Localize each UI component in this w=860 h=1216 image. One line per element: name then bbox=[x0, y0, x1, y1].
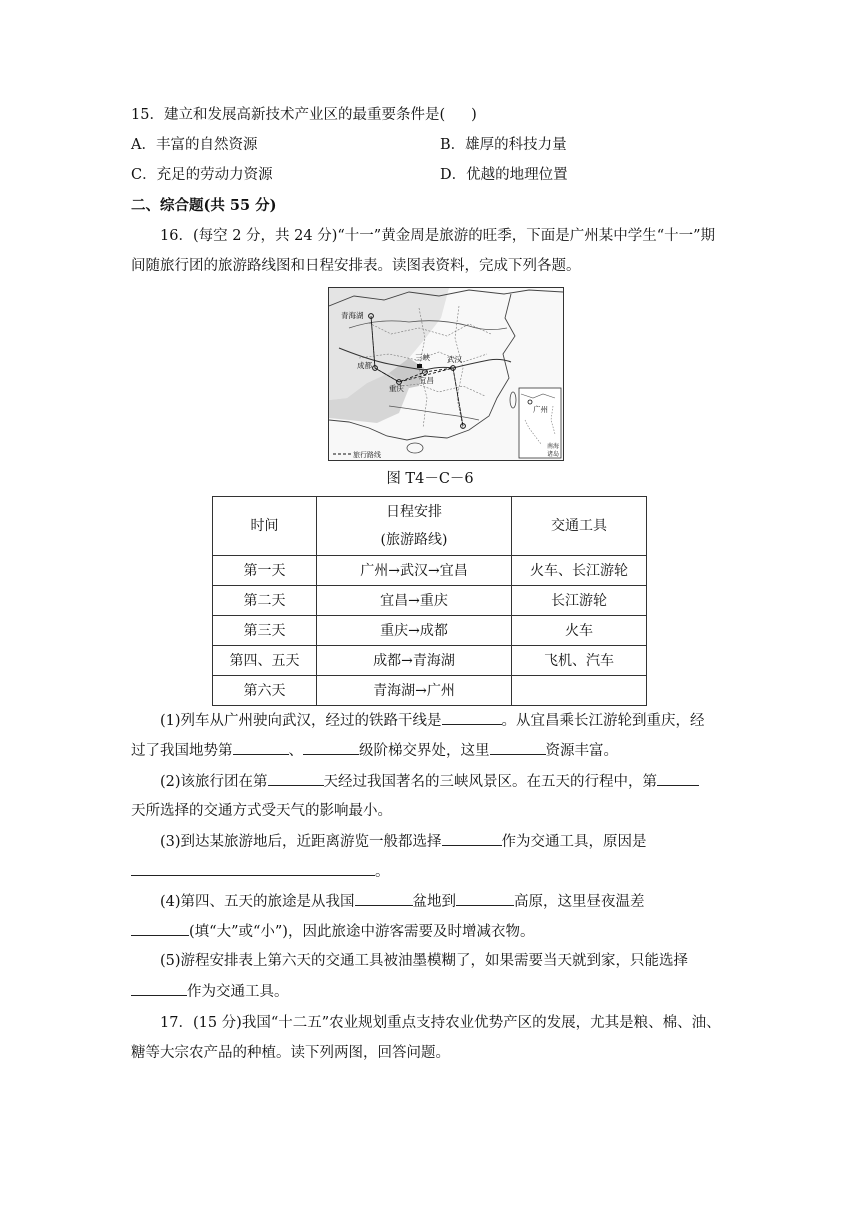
map-inset-guangzhou: 广州 bbox=[533, 405, 548, 414]
cell-route: 青海湖→广州 bbox=[317, 676, 512, 706]
map-inset-nanhai: 南海 bbox=[547, 443, 560, 450]
q16-intro-line1: 16．(每空 2 分，共 24 分)“十一”黄金周是旅游的旺季，下面是广州某中学生“十一”期 bbox=[160, 228, 716, 244]
q16-part1-text-d: 、 bbox=[288, 743, 303, 759]
q16-part3-text-a: (3)到达某旅游地后，近距离游览一般都选择 bbox=[160, 834, 442, 850]
table-row bbox=[213, 586, 647, 616]
table-header-row bbox=[213, 497, 647, 556]
cell-day: 第三天 bbox=[213, 616, 317, 646]
answer-blank[interactable] bbox=[490, 740, 546, 755]
q15-option-c: C．充足的劳动力资源 bbox=[131, 167, 273, 183]
answer-blank[interactable] bbox=[657, 771, 699, 786]
q16-part4-line2 bbox=[131, 921, 534, 942]
q17-line2: 糖等大宗农产品的种植。读下列两图，回答问题。 bbox=[131, 1045, 450, 1061]
map-label-wuhan: 武汉 bbox=[447, 355, 462, 364]
figure-caption: 图 T4－C－6 bbox=[386, 471, 474, 487]
q16-part4-text-a: (4)第四、五天的旅途是从我国 bbox=[160, 894, 355, 910]
answer-blank[interactable] bbox=[355, 891, 413, 906]
cell-transport: 飞机、汽车 bbox=[512, 646, 647, 676]
map-label-yichang: 宜昌 bbox=[419, 376, 434, 385]
q16-part4-text-b: 盆地到 bbox=[412, 894, 457, 910]
schedule-table bbox=[212, 496, 647, 706]
answer-blank[interactable] bbox=[303, 740, 359, 755]
q15-option-a: A．丰富的自然资源 bbox=[131, 137, 258, 153]
q16-part3-line2 bbox=[131, 861, 390, 882]
answer-blank[interactable] bbox=[131, 861, 375, 876]
q16-part3-text-b: 作为交通工具，原因是 bbox=[501, 834, 647, 850]
q16-part2-line1 bbox=[160, 771, 699, 792]
q16-part1-text-c: 过了我国地势第 bbox=[131, 743, 233, 759]
q15-stem bbox=[131, 105, 477, 125]
q16-part1-text-a: (1)列车从广州驶向武汉，经过的铁路干线是 bbox=[160, 713, 442, 729]
cell-transport bbox=[512, 676, 647, 706]
map-label-chongqing: 重庆 bbox=[389, 384, 404, 393]
cell-route: 成都→青海湖 bbox=[317, 646, 512, 676]
q16-part2-text-a: (2)该旅行团在第 bbox=[160, 774, 268, 790]
answer-blank[interactable] bbox=[456, 891, 514, 906]
q15-stem-text: 15．建立和发展高新技术产业区的最重要条件是( bbox=[131, 107, 446, 123]
map-label-chengdu: 成都 bbox=[357, 361, 372, 370]
q15-option-b: B．雄厚的科技力量 bbox=[440, 137, 567, 153]
cell-transport: 长江游轮 bbox=[512, 586, 647, 616]
q16-part5-line2 bbox=[131, 981, 289, 1002]
q16-part5-line1: (5)游程安排表上第六天的交通工具被油墨模糊了，如果需要当天就到家，只能选择 bbox=[160, 953, 689, 969]
q16-intro-line2: 间随旅行团的旅游路线图和日程安排表。读图表资料，完成下列各题。 bbox=[131, 258, 581, 274]
cell-transport: 火车、长江游轮 bbox=[512, 556, 647, 586]
map-inset-zhudao: 诸岛 bbox=[547, 451, 560, 458]
answer-blank[interactable] bbox=[268, 771, 324, 786]
q16-part2-text-b: 天经过我国著名的三峡风景区。在五天的行程中，第 bbox=[323, 774, 658, 790]
sanxia-marker bbox=[417, 364, 422, 368]
q16-part1-line2 bbox=[131, 740, 618, 761]
answer-blank[interactable] bbox=[131, 981, 187, 996]
q15-stem-end: ) bbox=[471, 107, 477, 123]
header-transport: 交通工具 bbox=[512, 497, 647, 556]
q16-part4-text-d: (填“大”或“小”)，因此旅途中游客需要及时增减衣物。 bbox=[189, 924, 535, 940]
map-legend-route: 旅行路线 bbox=[353, 451, 381, 459]
cell-route: 广州→武汉→宜昌 bbox=[317, 556, 512, 586]
cell-day: 第一天 bbox=[213, 556, 317, 586]
cell-day: 第二天 bbox=[213, 586, 317, 616]
q16-part1-text-e: 级阶梯交界处，这里 bbox=[359, 743, 490, 759]
answer-blank[interactable] bbox=[442, 831, 502, 846]
cell-route: 重庆→成都 bbox=[317, 616, 512, 646]
q16-part4-text-c: 高原，这里昼夜温差 bbox=[514, 894, 645, 910]
map-label-sanxia: 三峡 bbox=[415, 353, 430, 362]
cell-day: 第四、五天 bbox=[213, 646, 317, 676]
cell-day: 第六天 bbox=[213, 676, 317, 706]
q16-part5-text-b: 作为交通工具。 bbox=[187, 984, 289, 1000]
header-schedule-line1: 日程安排 bbox=[386, 504, 442, 520]
table-row bbox=[213, 676, 647, 706]
q16-part1-text-f: 资源丰富。 bbox=[545, 743, 618, 759]
q16-part4-line1 bbox=[160, 891, 645, 912]
q16-part1-text-b: 。从宜昌乘长江游轮到重庆，经 bbox=[501, 713, 705, 729]
map-label-qinghai: 青海湖 bbox=[341, 311, 364, 320]
q16-part3-line1 bbox=[160, 831, 647, 852]
cell-transport: 火车 bbox=[512, 616, 647, 646]
answer-blank[interactable] bbox=[131, 921, 189, 936]
q16-part2-line2: 天所选择的交通方式受天气的影响最小。 bbox=[131, 803, 392, 819]
travel-route-map bbox=[328, 287, 564, 461]
answer-blank[interactable] bbox=[442, 710, 502, 725]
q15-option-d: D．优越的地理位置 bbox=[440, 167, 568, 183]
q17-line1: 17．(15 分)我国“十二五”农业规划重点支持农业优势产区的发展，尤其是粮、棉、油、 bbox=[160, 1015, 721, 1031]
section-heading: 二、综合题(共 55 分) bbox=[131, 197, 277, 214]
table-row bbox=[213, 646, 647, 676]
q16-part1-line1 bbox=[160, 710, 705, 731]
answer-blank[interactable] bbox=[233, 740, 289, 755]
q16-part3-text-c: 。 bbox=[375, 864, 390, 880]
table-row bbox=[213, 556, 647, 586]
header-time: 时间 bbox=[213, 497, 317, 556]
header-schedule-line2: (旅游路线) bbox=[380, 532, 448, 548]
table-row bbox=[213, 616, 647, 646]
cell-route: 宜昌→重庆 bbox=[317, 586, 512, 616]
header-schedule bbox=[317, 497, 512, 556]
